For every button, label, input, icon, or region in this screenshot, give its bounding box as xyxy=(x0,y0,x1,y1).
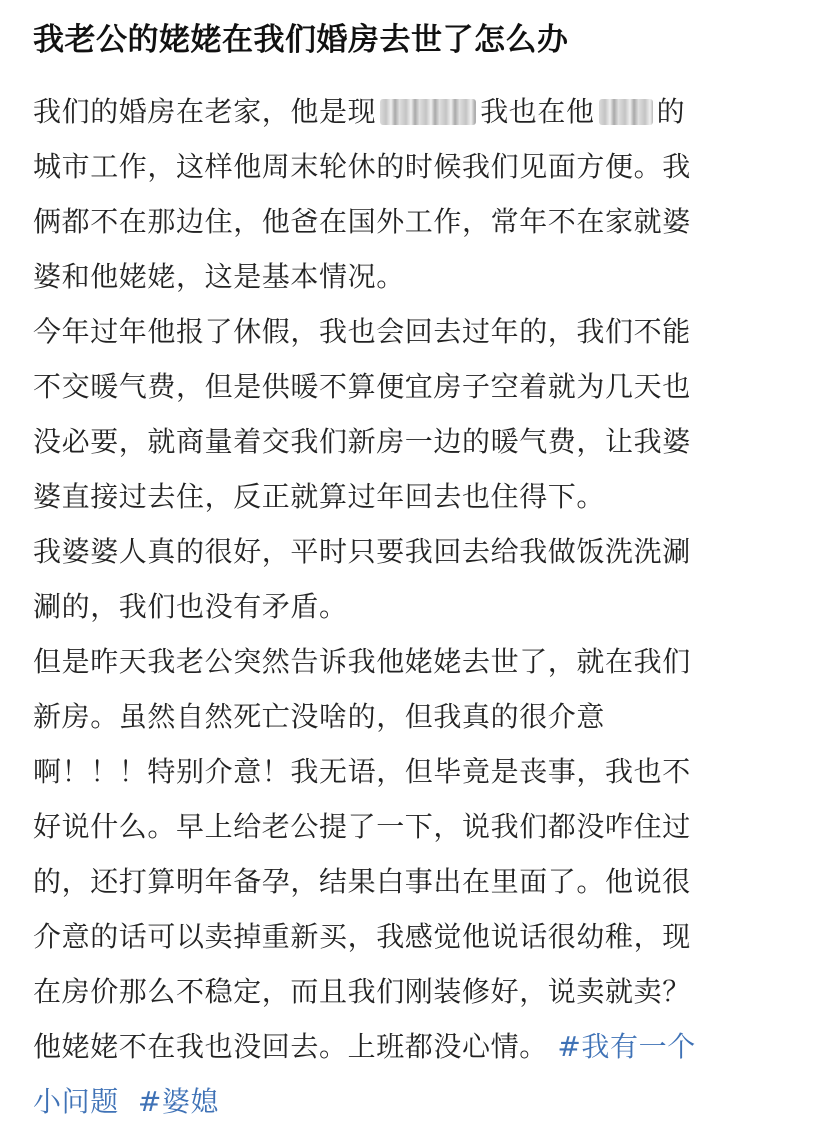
body-line xyxy=(33,1074,795,1129)
body-line: 城市工作，这样他周末轮休的时候我们见面方便。我 xyxy=(33,150,691,183)
post-body xyxy=(33,84,795,1129)
body-line: 介意的话可以卖掉重新买，我感觉他说话很幼稚，现 xyxy=(33,920,691,953)
body-text: 我也在他 xyxy=(480,95,595,128)
body-line: 啊！！！特别介意！我无语，但毕竟是丧事，我也不 xyxy=(33,755,691,788)
body-line: 不交暖气费，但是供暖不算便宜房子空着就为几天也 xyxy=(33,370,691,403)
body-text: 他姥姥不在我也没回去。上班都没心情。 xyxy=(33,1030,548,1063)
body-line: 涮的，我们也没有矛盾。 xyxy=(33,590,348,623)
hashtag-link[interactable]: #我有一个 xyxy=(557,1030,696,1063)
body-line: 没必要，就商量着交我们新房一边的暖气费，让我婆 xyxy=(33,425,691,458)
body-line: 俩都不在那边住，他爸在国外工作，常年不在家就婆 xyxy=(33,205,691,238)
redaction-mark xyxy=(599,99,653,125)
body-line: 婆和他姥姥，这是基本情况。 xyxy=(33,260,405,293)
hashtag-link[interactable]: #婆媳 xyxy=(137,1085,220,1118)
body-line xyxy=(33,84,795,139)
body-line: 的，还打算明年备孕，结果白事出在里面了。他说很 xyxy=(33,865,691,898)
body-line: 我婆婆人真的很好，平时只要我回去给我做饭洗洗涮 xyxy=(33,535,691,568)
hashtag-link-continued[interactable]: 小问题 xyxy=(33,1085,119,1118)
redaction-mark xyxy=(380,99,476,125)
body-line: 今年过年他报了休假，我也会回去过年的，我们不能 xyxy=(33,315,691,348)
body-text: 的 xyxy=(656,95,686,128)
body-line: 婆直接过去住，反正就算过年回去也住得下。 xyxy=(33,480,606,513)
body-line: 但是昨天我老公突然告诉我他姥姥去世了，就在我们 xyxy=(33,645,691,678)
body-line xyxy=(33,1019,795,1074)
body-line: 在房价那么不稳定，而且我们刚装修好，说卖就卖？ xyxy=(33,975,691,1008)
body-text: 我们的婚房在老家，他是现 xyxy=(33,95,377,128)
post xyxy=(33,18,795,1129)
body-line: 新房。虽然自然死亡没啥的，但我真的很介意 xyxy=(33,700,606,733)
post-title: 我老公的姥姥在我们婚房去世了怎么办 xyxy=(33,22,569,58)
body-line: 好说什么。早上给老公提了一下，说我们都没咋住过 xyxy=(33,810,691,843)
